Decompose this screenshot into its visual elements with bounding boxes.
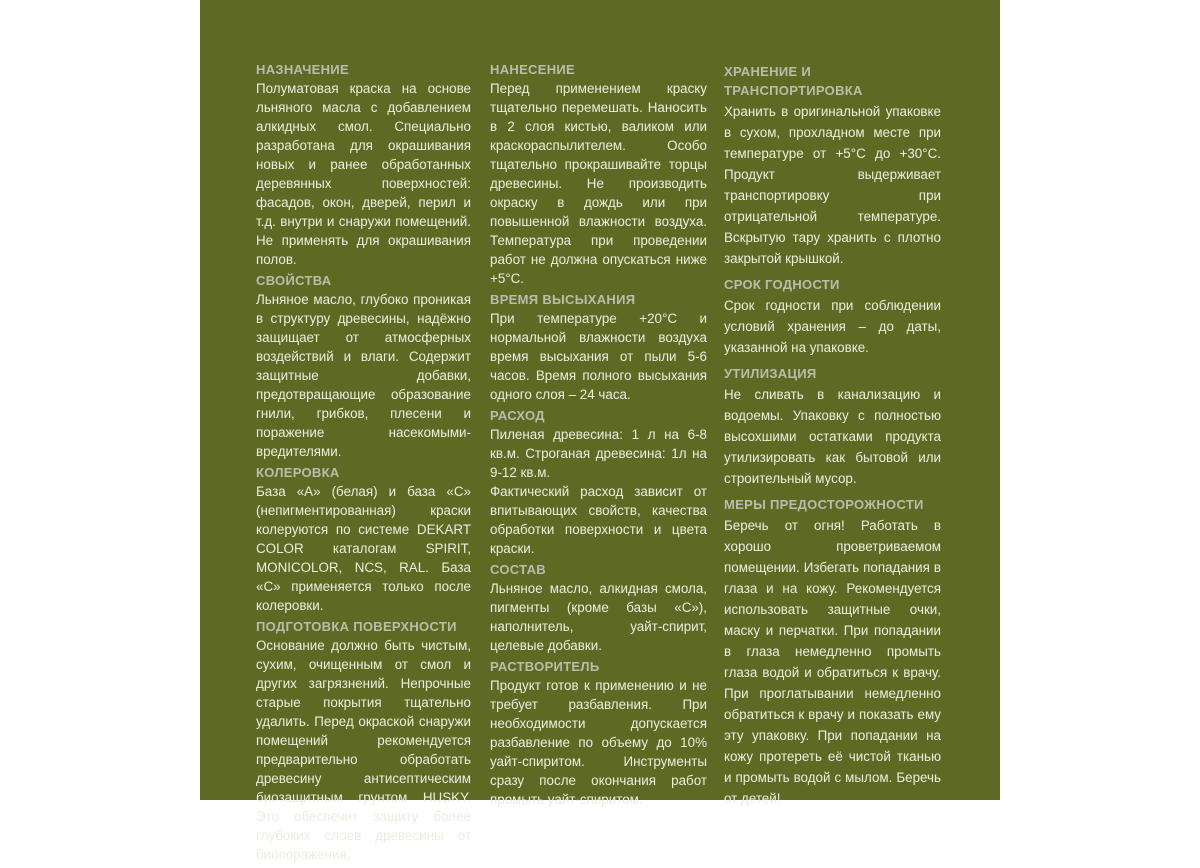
section-text: Льняное масло, алкидная смола, пигменты (кроме базы «С»), наполнитель, уайт-спирит, целевые добавки. [490,581,707,653]
section-heading: ПОДГОТОВКА ПОВЕРХНОСТИ [256,619,457,634]
section-text: Основание должно быть чистым, сухим, очищенным от смол и других загрязнений. Непрочные старые покрытия тщательно удалить. Перед окраской снаружи помещений рекомендуется предварительно обработать древесину антисептическим биозащитным грунтом HUSKY. Это обеспечит защиту более глубоких слоев древесины от биопоражения. [256,638,471,862]
section-storage [724,62,941,269]
column-1 [256,62,471,868]
label-panel [200,0,1000,862]
section-text: База «А» (белая) и база «С» (непигментированная) краски колеруются по системе DEKART COLOR каталогам SPIRIT, MONICOLOR, NCS, RAL. База «С» применяется только после колеровки. [256,484,471,613]
section-surface-prep [256,619,471,864]
section-heading: СВОЙСТВА [256,273,332,288]
column-3 [724,62,941,815]
section-composition [490,562,707,655]
section-properties [256,273,471,461]
section-heading: НАНЕСЕНИЕ [490,62,575,77]
section-text: Перед применением краску тщательно перемешать. Наносить в 2 слоя кистью, валиком или краскораспылителем. Особо тщательно прокрашивайте торцы древесины. Не производить окраску в дождь или при повышенной влажности воздуха. Температура при проведении работ не должна опускаться ниже +5°С. [490,81,707,286]
section-heading: НАЗНАЧЕНИЕ [256,62,349,77]
section-tinting [256,465,471,615]
section-precautions [724,495,941,809]
section-solvent [490,659,707,809]
section-heading: КОЛЕРОВКА [256,465,340,480]
section-heading: УТИЛИЗАЦИЯ [724,366,817,381]
section-shelf-life [724,275,941,358]
section-text: Льняное масло, глубоко проникая в структуру древесины, надёжно защищает от атмосферных воздействий и влаги. Содержит защитные добавки, предотвращающие образование гнили, грибков, плесени и поражение насекомыми-вредителями. [256,292,471,459]
section-text: Полуматовая краска на основе льняного масла с добавлением алкидных смол. Специально разработана для окрашивания новых и ранее обработанных деревянных поверхностей: фасадов, окон, дверей, перил и т.д. внутри и снаружи помещений. Не применять для окрашивания полов. [256,81,471,267]
section-disposal [724,364,941,489]
section-application [490,62,707,288]
section-heading: ХРАНЕНИЕ И ТРАНСПОРТИРОВКА [724,64,863,98]
section-purpose [256,62,471,269]
section-text: Пиленая древесина: 1 л на 6-8 кв.м. Строганая древесина: 1л на 9-12 кв.м. [490,427,707,480]
section-text: Фактический расход зависит от впитывающих свойств, качества обработки поверхности и цвета краски. [490,484,707,556]
section-text: Срок годности при соблюдении условий хранения – до даты, указанной на упаковке. [724,298,941,355]
section-text: Не сливать в канализацию и водоемы. Упаковку с полностью высохшими остатками продукта утилизировать как бытовой или строительный мусор. [724,387,941,486]
section-heading: МЕРЫ ПРЕДОСТОРОЖНОСТИ [724,497,924,512]
section-heading: РАСХОД [490,408,545,423]
section-heading: РАСТВОРИТЕЛЬ [490,659,600,674]
section-drying-time [490,292,707,404]
section-text: Беречь от огня! Работать в хорошо проветриваемом помещении. Избегать попадания в глаза и на кожу. Рекомендуется использовать защитные очки, маску и перчатки. При попадании в глаза немедленно промыть глаза водой и обратиться к врачу. При проглатывании немедленно обратиться к врачу и показать ему эту упаковку. При попадании на кожу протереть её чистой тканью и промыть водой с мылом. Беречь от детей! [724,518,941,806]
section-consumption [490,408,707,558]
section-text: При температуре +20°С и нормальной влажности воздуха время высыхания от пыли 5-6 часов. Время полного высыхания одного слоя – 24 часа. [490,311,707,402]
section-heading: ВРЕМЯ ВЫСЫХАНИЯ [490,292,636,307]
section-heading: СОСТАВ [490,562,546,577]
column-2 [490,62,707,813]
section-text: Продукт готов к применению и не требует разбавления. При необходимости допускается разбавление по объему до 10% уайт-спиритом. Инструменты сразу после окончания работ промыть уайт-спиритом. [490,678,707,807]
section-text: Хранить в оригинальной упаковке в сухом, прохладном месте при температуре от +5°С до +30°С. Продукт выдерживает транспортировку при отрицательной температуре. Вскрытую тару хранить с плотно закрытой крышкой. [724,104,941,266]
section-heading: СРОК ГОДНОСТИ [724,277,840,292]
